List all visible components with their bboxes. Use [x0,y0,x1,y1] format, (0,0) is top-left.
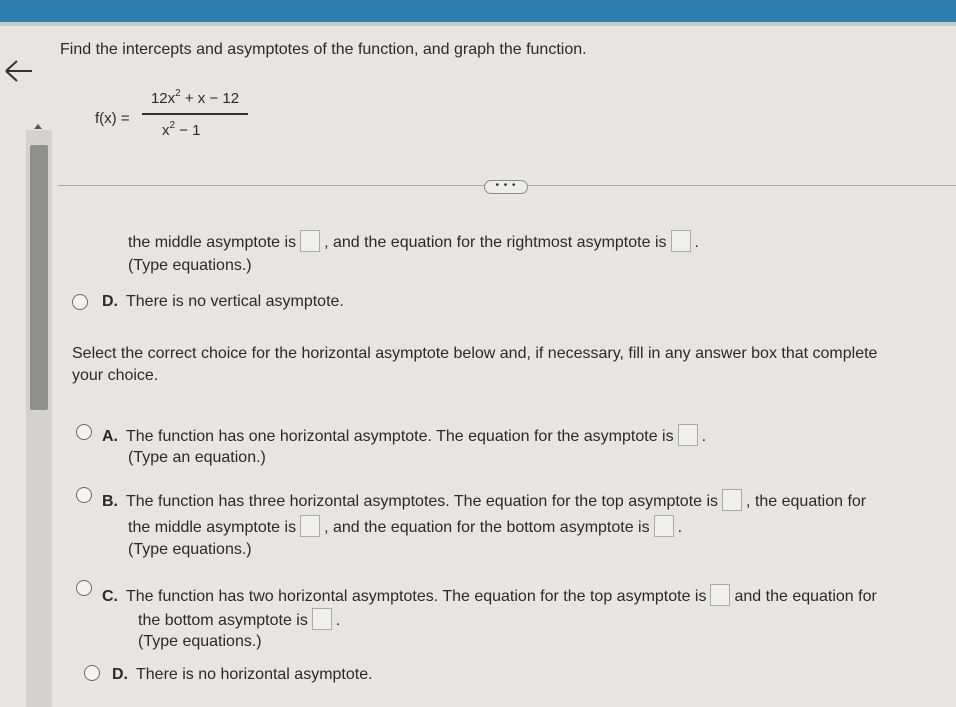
rightmost-vertical-asymptote-input[interactable] [671,230,691,252]
option-c-hint: (Type equations.) [138,633,262,650]
option-b-line2: the middle asymptote is , and the equation for the bottom asymptote is . [128,515,682,538]
option-d-radio[interactable] [84,665,100,681]
function-label: f(x) = [95,110,130,127]
horizontal-prompt-line2: your choice. [72,367,159,384]
option-b-radio[interactable] [76,487,92,503]
option-c-line2: the bottom asymptote is . [138,608,340,631]
scroll-up-icon[interactable] [34,124,42,129]
top-bar-shadow [0,22,956,26]
vertical-option-d[interactable]: D. There is no vertical asymptote. [102,293,344,310]
option-c-line1[interactable]: C. The function has two horizontal asymptotes. The equation for the top asymptote is and the equation for [102,584,877,607]
option-a-hint: (Type an equation.) [128,449,266,466]
option-d-line[interactable]: D. There is no horizontal asymptote. [112,666,373,683]
option-a-asymptote-input[interactable] [678,424,698,446]
vertical-hint: (Type equations.) [128,257,252,274]
top-bar [0,0,956,22]
fraction-bar [142,113,248,115]
scrollbar-thumb[interactable] [30,145,48,410]
option-c-top-input[interactable] [710,584,730,606]
instruction-text: Find the intercepts and asymptotes of the function, and graph the function. [60,41,587,58]
option-b-bottom-input[interactable] [654,515,674,537]
vertical-partial-line: the middle asymptote is , and the equation for the rightmost asymptote is . [128,230,699,253]
option-a-line[interactable]: A. The function has one horizontal asymptote. The equation for the asymptote is . [102,424,706,447]
option-c-bottom-input[interactable] [312,608,332,630]
option-b-middle-input[interactable] [300,515,320,537]
option-b-line1[interactable]: B. The function has three horizontal asymptotes. The equation for the top asymptote is , the equation for [102,489,866,512]
option-b-top-input[interactable] [722,489,742,511]
vertical-option-d-radio[interactable] [72,294,88,310]
function-denominator: $x^2 - 1$ [162,120,201,139]
option-c-radio[interactable] [76,580,92,596]
option-a-radio[interactable] [76,424,92,440]
middle-vertical-asymptote-input[interactable] [300,230,320,252]
horizontal-prompt-line1: Select the correct choice for the horizontal asymptote below and, if necessary, fill in any answer box that complete [72,345,878,362]
more-button[interactable]: • • • [484,180,528,194]
option-b-hint: (Type equations.) [128,541,252,558]
function-numerator: $12x^2 + x - 12$ [150,88,240,107]
back-arrow-icon[interactable] [2,58,36,84]
